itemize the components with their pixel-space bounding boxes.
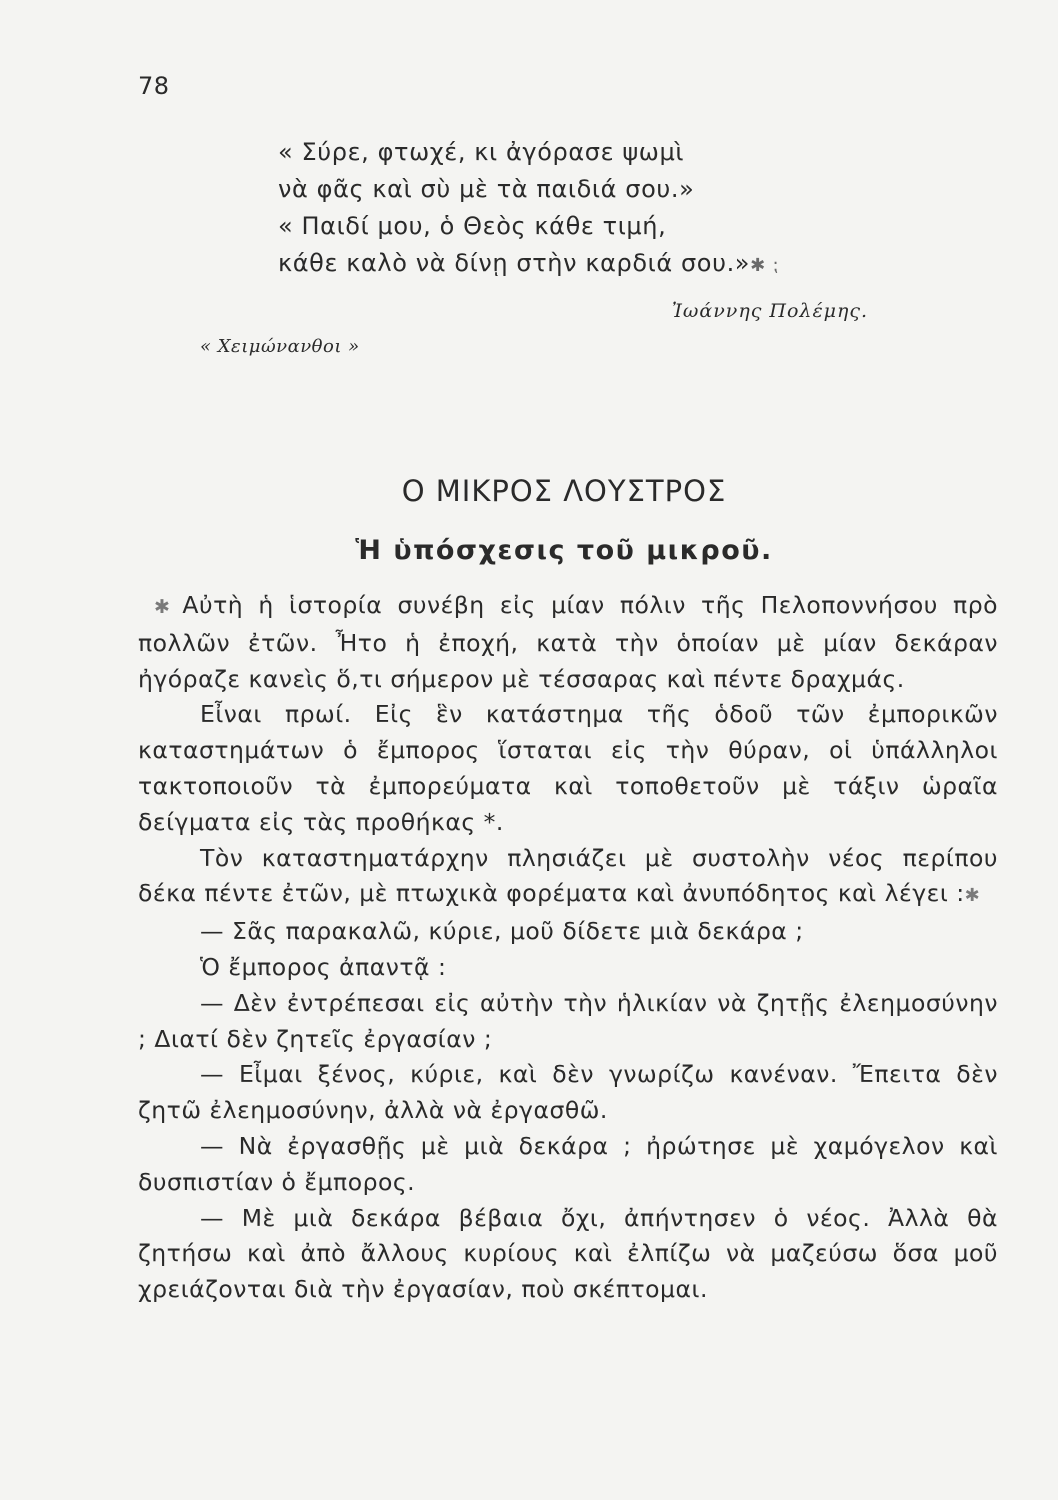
dialogue-line: — Μὲ μιὰ δεκάρα βέβαια ὄχι, ἀπήντησεν ὁ νέος. Ἀλλὰ θὰ ζητήσω καὶ ἀπὸ ἄλλους κυρίους καὶ ἐλπίζω νὰ μαζεύσω ὅσα μοῦ χρειάζονται διὰ τὴν ἐργασίαν, ποὺ σκέπτομαι. bbox=[138, 1203, 998, 1304]
story-body bbox=[138, 588, 998, 1308]
dialogue-line: Ὁ ἔμπορος ἀπαντᾷ : bbox=[200, 952, 447, 981]
asterisk-mark-icon: ✱ ⁏ bbox=[750, 255, 779, 276]
poem-author: Ἰωάννης Πολέμης. bbox=[672, 300, 869, 322]
poem-source-work: « Χειμώνανθοι » bbox=[200, 336, 360, 357]
poem-excerpt bbox=[278, 134, 779, 284]
paragraph-text: Αὐτὴ ἡ ἱστορία συνέβη εἰς μίαν πόλιν τῆς Πελοποννήσου πρὸ πολλῶν ἐτῶν. Ἦτο ἡ ἐποχή, κατὰ τὴν ὁποίαν μὲ μίαν δεκάραν ἠγόραζε κανεὶς ὅ,τι σήμερον μὲ τέσσαρας καὶ πέντε δραχμάς. bbox=[138, 591, 998, 693]
dialogue-line: — Νὰ ἐργασθῇς μὲ μιὰ δεκάρα ; ἠρώτησε μὲ χαμόγελον καὶ δυσπιστίαν ὁ ἔμπορος. bbox=[138, 1131, 998, 1196]
asterisk-icon: ✱ bbox=[154, 596, 171, 618]
paragraph-text: Τὸν καταστηματάρχην πλησιάζει μὲ συστολὴν νέος περίπου δέκα πέντε ἐτῶν, μὲ πτωχικὰ φορέματα καὶ ἀνυπόδητος καὶ λέγει : bbox=[138, 843, 998, 908]
paragraph bbox=[138, 841, 998, 915]
poem-line: « Παιδί μου, ὁ Θεὸς κάθε τιμή, bbox=[278, 212, 667, 240]
poem-line bbox=[278, 245, 779, 284]
dialogue-line: — Εἶμαι ξένος, κύριε, καὶ δὲν γνωρίζω κανέναν. Ἔπειτα δὲν ζητῶ ἐλεημοσύνην, ἀλλὰ νὰ ἐργασθῶ. bbox=[138, 1060, 998, 1125]
story-subtitle: Ἡ ὑπόσχεσις τοῦ μικροῦ. bbox=[355, 535, 773, 566]
page-number: 78 bbox=[138, 72, 170, 100]
poem-line: νὰ φᾶς καὶ σὺ μὲ τὰ παιδιά σου.» bbox=[278, 175, 695, 203]
poem-line: « Σύρε, φτωχέ, κι ἀγόρασε ψωμὶ bbox=[278, 138, 685, 166]
paragraph bbox=[138, 588, 998, 697]
paragraph: Εἶναι πρωί. Εἰς ἓν κατάστημα τῆς ὁδοῦ τῶν ἐμπορικῶν καταστημάτων ὁ ἔμπορος ἵσταται εἰς τὴν θύραν, οἱ ὑπάλληλοι τακτοποιοῦν τὰ ἐμπορεύματα καὶ τοποθετοῦν μὲ τάξιν ὡραῖα δείγματα εἰς τὰς προθήκας *. bbox=[138, 700, 998, 836]
story-title: Ο ΜΙΚΡΟΣ ΛΟΥΣΤΡΟΣ bbox=[401, 474, 727, 508]
asterisk-inline-icon: ✱ bbox=[964, 885, 981, 907]
dialogue-line: — Σᾶς παρακαλῶ, κύριε, μοῦ δίδετε μιὰ δεκάρα ; bbox=[200, 917, 804, 946]
dialogue-line: — Δὲν ἐντρέπεσαι εἰς αὐτὴν τὴν ἡλικίαν νὰ ζητῇς ἐλεημοσύνην ; Διατί δὲν ζητεῖς ἐργασίαν ; bbox=[138, 988, 998, 1053]
poem-line-text: κάθε καλὸ νὰ δίνῃ στὴν καρδιά σου.» bbox=[278, 249, 751, 277]
